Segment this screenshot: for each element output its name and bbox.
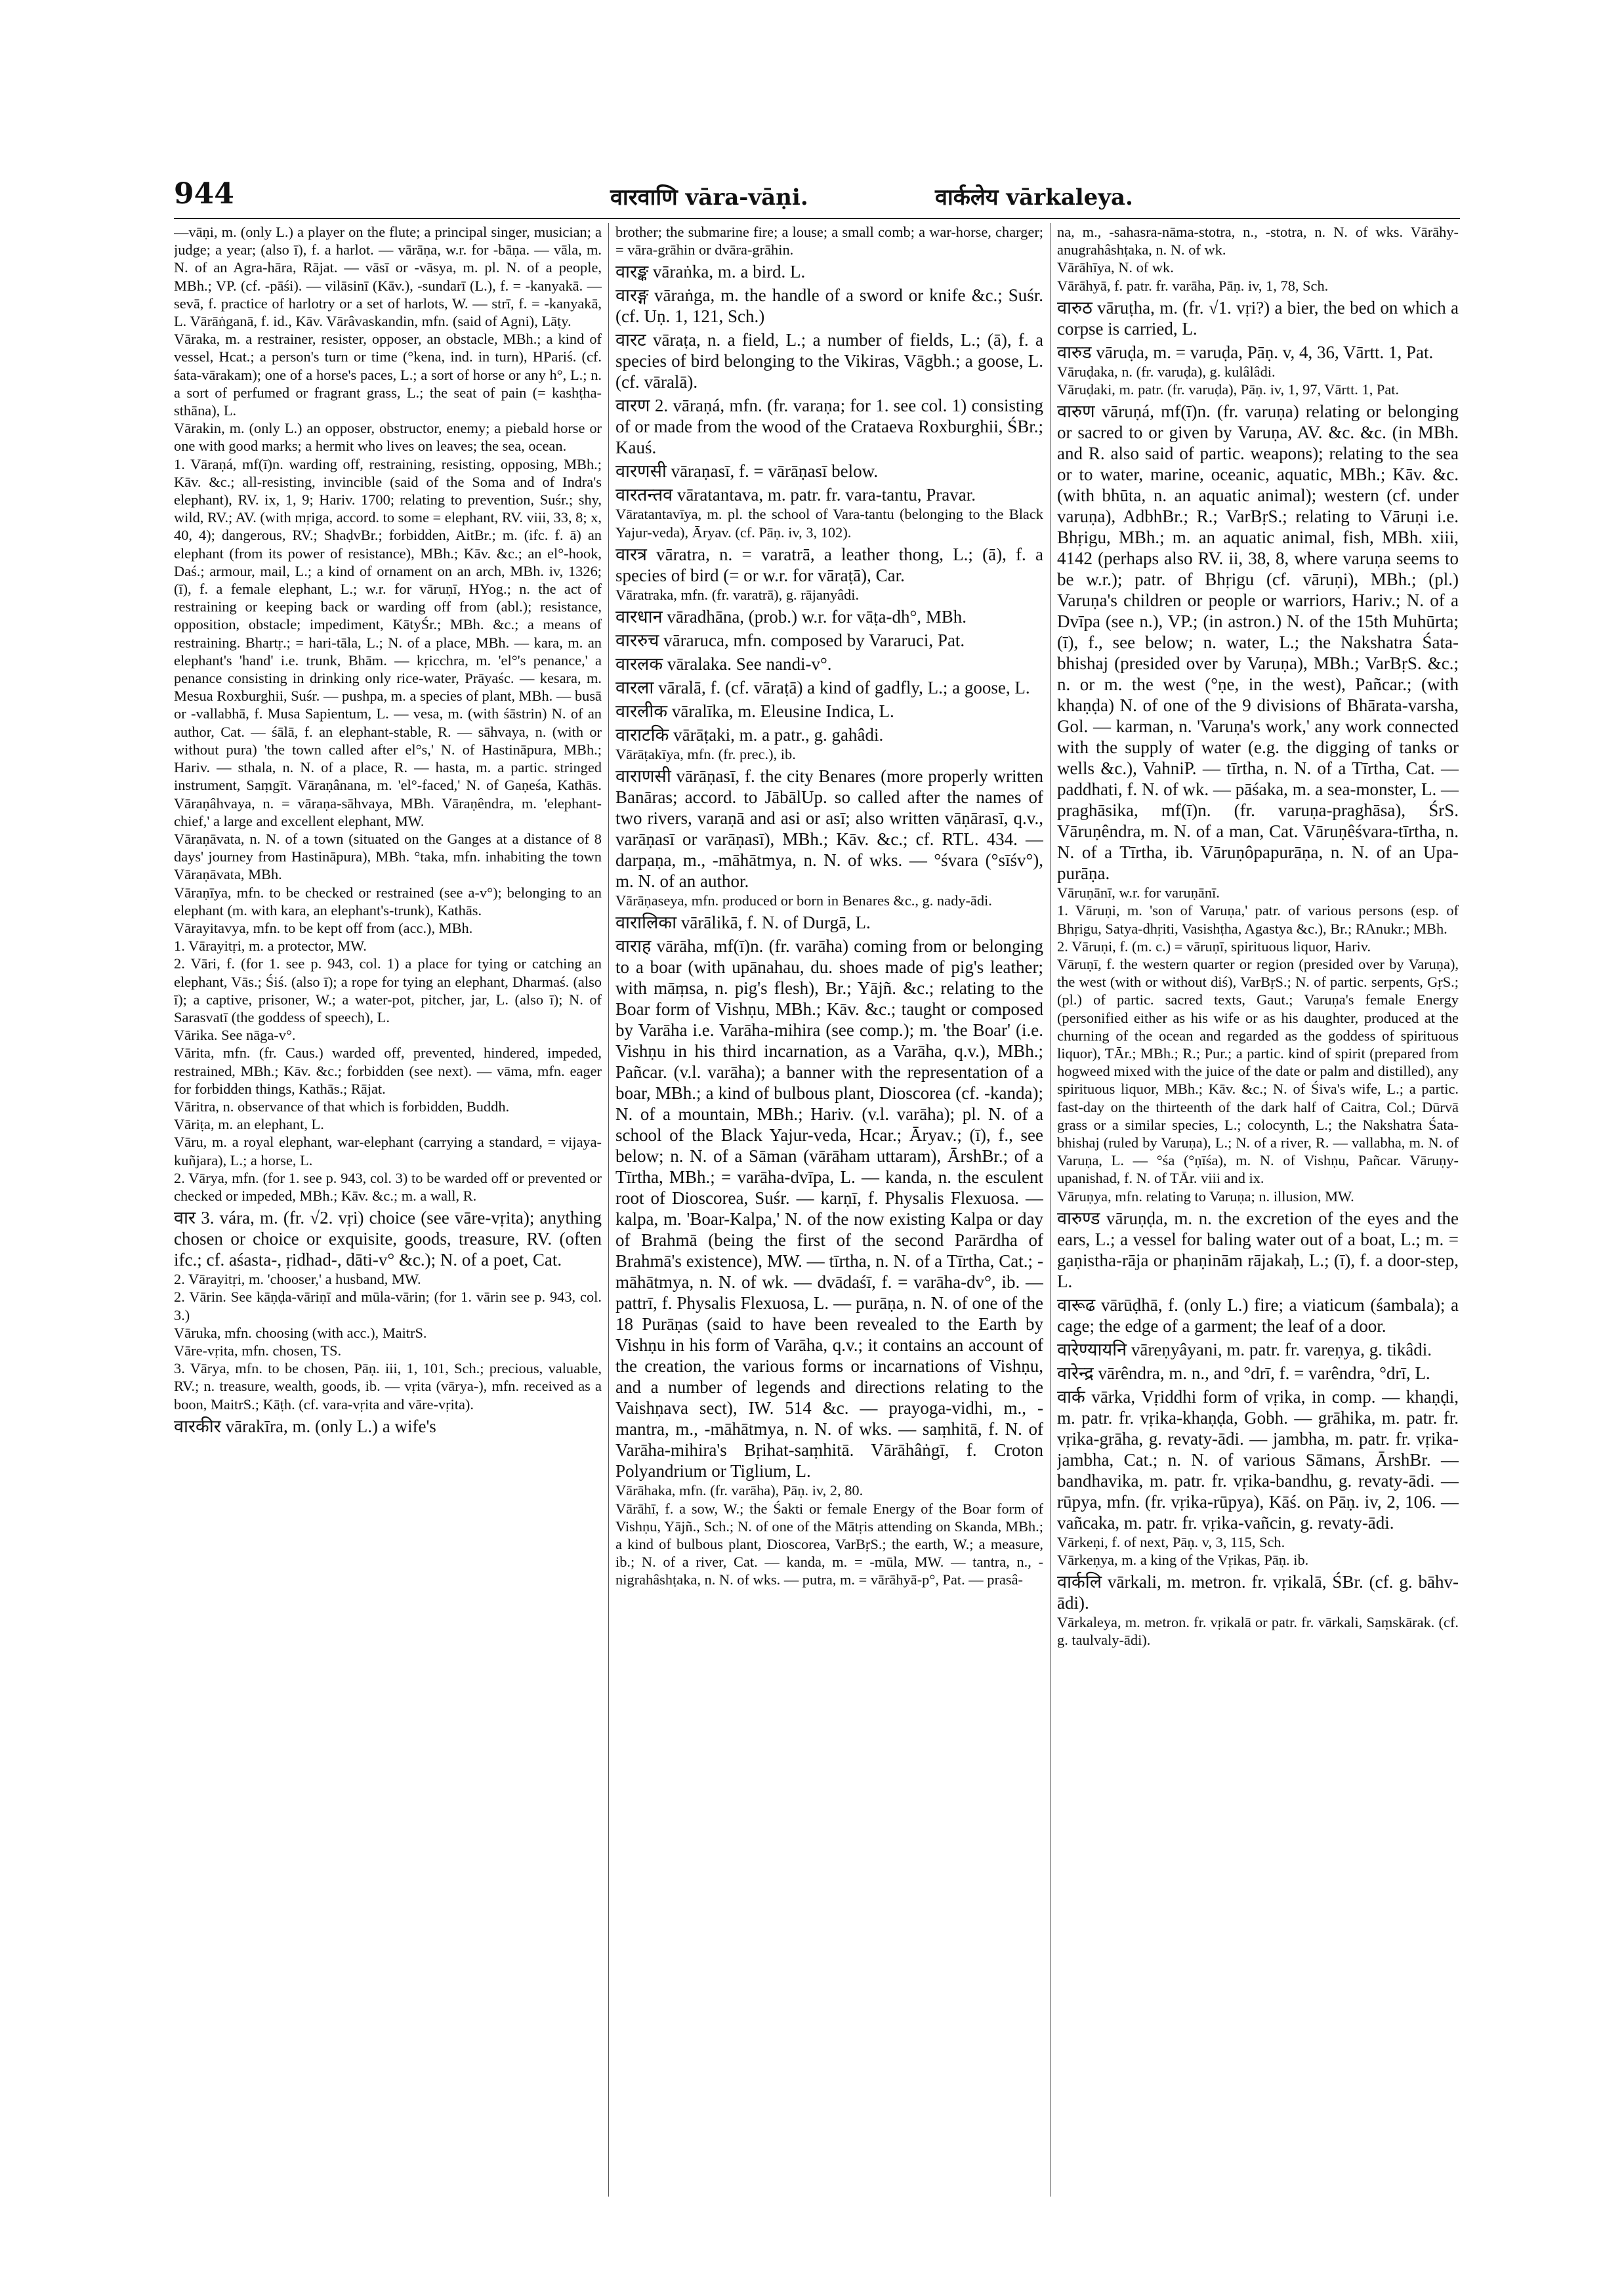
page-header [174,177,1460,223]
dictionary-entry: brother; the submarine fire; a louse; a small comb; a war-horse, charger; = vāra-grāhin or dvāra-grāhin. [615,224,1043,258]
dictionary-entry: Vārāṇaseya, mfn. produced or born in Benares &c., g. nady-ādi. [615,892,992,909]
dictionary-entry: वारुड vāruḍa, m. = varuḍa, Pāṇ. v, 4, 36, Vārtt. 1, Pat. [1057,342,1434,362]
dictionary-entry: 1. Vārayitṛi, m. a protector, MW. [174,938,367,955]
dictionary-entry: 1. Vāraṇá, mf(ī)n. warding off, restraining, resisting, opposing, MBh.; Kāv. &c.; all-resisting, invincible (said of the Soma and of Indra's elephant), RV. ix, 1, 9; Hariv. 1700; relating to prevention, Suśr.; shy, wild, RV.; AV. (with mṛiga, accord. to some = elephant, RV. viii, 33, 8; x, 40, 4); dangerous, RV.; ShaḍvBr.; forbidden, AitBr.; m. (ifc. f. ā) an elephant (from its power of resistance), MBh.; Kāv. &c.; an el°-hook, Daś.; armour, mail, L.; a kind of ornament on an arch, MBh. iv, 1326; (ī), f. a female elephant, L.; w.r. for vāruṇī, HYog.; n. the act of restraining or keeping back or warding off from (abl.); resistance, opposition, obstacle; impediment, KātyŚr.; MBh. &c.; a means of restraining. Bhartṛ.; = hari-tāla, L.; N. of a place, MBh. — kara, m. an elephant's 'hand' i.e. trunk, Bhām. — kṛicchra, m. 'el°'s penance,' a penance consisting in drinking only rice-water, Prāyaśc. — kesara, m. Mesua Roxburghii, Suśr. — pushpa, m. a species of plant, MBh. — busā or -vallabhā, f. Musa Sapientum, L. — vesa, m. (with śāstrin) N. of an author, Cat. — śālā, f. an elephant-stable, R. — sāhvaya, n. (with or without pura) 'the town called after el°s,' N. of Hastināpura, MBh.; Hariv. — sthala, n. N. of a place, R. — hasta, m. a partic. stringed instrument, Saṃgīt. Vāraṇânana, m. 'el°-faced,' N. of Gaṇeśa, Kathās. Vāraṇâhvaya, n. = vāraṇa-sāhvaya, MBh. Vāraṇêndra, m. 'elephant-chief,' a large and excellent elephant, MW. [174,455,602,829]
dictionary-entry: Vārita, mfn. (fr. Caus.) warded off, prevented, hindered, impeded, restrained, MBh.; Kāv. &c.; forbidden (see next). — vāma, mfn. eager for forbidden things, Kathās.; Rājat. [174,1044,602,1097]
dictionary-entry: Vāruṇānī, w.r. for varuṇānī. [1057,884,1220,901]
dictionary-entry: वार 3. vára, m. (fr. √2. vṛi) choice (see vāre-vṛita); anything chosen or choice or exquisite, goods, treasure, RV. (often ifc.; cf. aśasta-, ṛidhad-, dāti-v° &c.); N. of a poet, Cat. [174,1208,602,1270]
dictionary-entry: वारणसी vāraṇasī, f. = vārāṇasī below. [615,461,879,482]
dictionary-entry: वारङ्क vāraṅka, m. a bird. L. [615,262,806,282]
dictionary-entry: वाररुच vāraruca, mfn. composed by Vararuci, Pat. [615,631,965,651]
dictionary-entry: Vāritra, n. observance of that which is forbidden, Buddh. [174,1098,510,1115]
column-divider [608,223,609,2197]
dictionary-entry: Vāruka, mfn. choosing (with acc.), MaitrS. [174,1324,427,1341]
dictionary-entry: वारधान vāradhāna, (prob.) w.r. for vāṭa-dh°, MBh. [615,607,967,627]
dictionary-entry: Vāre-vṛita, mfn. chosen, TS. [174,1342,342,1359]
dictionary-entry: 3. Vārya, mfn. to be chosen, Pāṇ. iii, 1, 101, Sch.; precious, valuable, RV.; n. treasure, wealth, goods, ib. — vṛita (vārya-), mfn. received as a boon, MaitrS.; Kāṭh. (cf. vara-vṛita and vāre-vṛita). [174,1360,602,1413]
dictionary-entry: वारण 2. vāraṇá, mfn. (fr. varaṇa; for 1. see col. 1) consisting of or made from the wood of the Crataeva Roxburghii, ŚBr.; Kauś. [615,396,1043,458]
dictionary-entry: Vāraṇāvata, n. N. of a town (situated on the Ganges at a distance of 8 days' journey from Hastināpura), MBh. °taka, mfn. inhabiting the town Vāraṇāvata, MBh. [174,830,602,883]
text-column-1 [174,223,602,2197]
dictionary-entry: Vāruṇī, f. the western quarter or region (presided over by Varuṇa), the west (with or without diś), VarBṛS.; N. of partic. serpents, GṛS.; (pl.) of partic. sacred texts, Gaut.; Varuṇa's female Energy (personified either as his wife or as his daughter, produced at the churning of the ocean and regarded as the goddess of spirituous liquor), TĀr.; MBh.; R.; Pur.; a partic. kind of spirit (prepared from hogweed mixed with the juice of the date or palm and distilled), any spirituous liquor, MBh.; Kāv. &c.; N. of Śiva's wife, L.; a partic. fast-day on the thirteenth of the dark half of Caitra, Col.; Dūrvā grass or a similar species, L.; colocynth, L.; the Nakshatra Śata-bhishaj (ruled by Varuṇa), L.; N. of a river, R. — vallabha, m. N. of Varuṇa, L. — °śa (°ṇīśa), m. N. of Vishṇu, Pañcar. Vāruṇy-upanishad, f. N. of TĀr. viii and ix. [1057,956,1459,1187]
dictionary-entry: वारलीक vāralīka, m. Eleusine Indica, L. [615,701,894,722]
dictionary-entry: वारकीर vārakīra, m. (only L.) a wife's [174,1416,436,1436]
dictionary-entry: —vāṇi, m. (only L.) a player on the flute; a principal singer, musician; a judge; a year; (also ī), f. a harlot. — vārāṇa, w.r. for -bāṇa. — vāla, m. N. of an Agra-hāra, Rājat. — vāsī or -vāsya, m. pl. N. of a people, MBh.; VP. (cf. -pāśi). — vilāsinī (Kāv.), -sundarī (L.), f. = -kanyakā. — sevā, f. practice of harlotry or a set of harlots, W. — strī, f. = -kanyakā, L. Vārāṅganā, f. id., Kāv. Vārâvaskandin, mfn. (said of Agni), Lāṭy. [174,224,602,330]
text-column-2 [615,223,1043,2197]
dictionary-entry: वारङ्ग vāraṅga, m. the handle of a sword or knife &c.; Suśr. (cf. Uṇ. 1, 121, Sch.) [615,285,1043,327]
dictionary-entry: Vārakin, m. (only L.) an opposer, obstructor, enemy; a piebald horse or one with good marks; a hermit who lives on leaves; the sea, ocean. [174,420,602,455]
dictionary-entry: Vāruḍaki, m. patr. (fr. varuḍa), Pāṇ. iv, 1, 97, Vārtt. 1, Pat. [1057,381,1400,398]
dictionary-entry: 2. Vārin. See kāṇḍa-vāriṇī and mūla-vārin; (for 1. vārin see p. 943, col. 3.) [174,1289,602,1323]
dictionary-entry: 1. Vāruṇi, m. 'son of Varuṇa,' patr. of various persons (esp. of Bhṛigu, Satya-dhṛiti, Vasishṭha, Agastya &c.), Br.; RAnukr.; MBh. [1057,902,1459,937]
dictionary-entry: Vārayitavya, mfn. to be kept off from (acc.), MBh. [174,919,473,936]
dictionary-entry: Vāratraka, mfn. (fr. varatrā), g. rājanyâdi. [615,586,860,603]
dictionary-entry: Vārāhyā, f. patr. fr. varāha, Pāṇ. iv, 1, 78, Sch. [1057,277,1329,294]
dictionary-entry: Vāraka, m. a restrainer, resister, opposer, an obstacle, MBh.; a kind of vessel, Hcat.; a person's turn or time (°kena, ind. in turn), HPariś. (cf. śata-vārakam); one of a horse's paces, L.; a sort of horse or any h°, L.; n. a sort of perfumed or fragrant grass, L.; the seat of pain (= kashṭha-sthāna), L. [174,331,602,419]
dictionary-entry: वारुठ vāruṭha, m. (fr. √1. vṛi?) a bier, the bed on which a corpse is carried, L. [1057,297,1459,339]
dictionary-entry: वारूढ vārūḍhā, f. (only L.) fire; a viaticum (śambala); a cage; the edge of a garment; the leaf of a door. [1057,1294,1459,1336]
page-number: 944 [174,177,234,211]
dictionary-entry: 2. Vāri, f. (for 1. see p. 943, col. 1) a place for tying or catching an elephant, Vās.; Śiś. (also ī); a rope for tying an elephant, Dharmaś. (also ī); a captive, prisoner, W.; a water-pot, pitcher, jar, L. (also ī); N. of Sarasvatī (the goddess of speech), L. [174,955,602,1025]
dictionary-entry: वारतन्तव vāratantava, m. patr. fr. vara-tantu, Pravar. [615,485,976,505]
header-rule [174,218,1460,219]
dictionary-entry: वार्क vārka, Vṛiddhi form of vṛika, in comp. — khaṇḍi, m. patr. fr. vṛika-khaṇḍa, Gobh. — grāhika, m. patr. fr. vṛika-grāha, g. revaty-ādi. — jambha, m. patr. fr. vṛika-jambha, Cat.; n. N. of various Sāmans, ĀrshBr. — bandhavika, m. patr. fr. vṛika-bandhu, g. revaty-ādi. — rūpya, mfn. (fr. vṛika-rūpya), Kāś. on Pāṇ. iv, 2, 106. — vañcaka, m. patr. fr. vṛika-vañcin, g. revaty-ādi. [1057,1386,1459,1533]
dictionary-entry: 2. Vāruṇi, f. (m. c.) = vāruṇī, spirituous liquor, Hariv. [1057,938,1371,955]
dictionary-entry: वार्कलि vārkali, m. metron. fr. vṛikalā, ŚBr. (cf. g. bāhv-ādi). [1057,1572,1459,1613]
dictionary-entry: na, m., -sahasra-nāma-stotra, n., -stotra, n. N. of wks. Vārāhy-anugrahâshṭaka, n. N. of wk. [1057,224,1459,258]
dictionary-entry: वाराणसी vārāṇasī, f. the city Benares (more properly written Banāras; accord. to JābālUp. so called after the names of two rivers, varaṇā and asi or asī; also written vāṇārasī, q.v., varāṇasī or varāṇasī), MBh.; Kāv. &c.; cf. RTL. 434. — darpaṇa, m., -māhātmya, n. N. of wks. — °śvara (°sīśv°), m. N. of an author. [615,766,1043,892]
right-headword: वार्कलेय vārkaleya. [935,184,1133,211]
dictionary-entry: Vārāhī, f. a sow, W.; the Śakti or female Energy of the Boar form of Vishṇu, Yājñ., Sch.; N. of one of the Mātṛis attending on Skanda, MBh.; a kind of bulbous plant, Dioscorea, VarBṛS.; the earth, W.; a measure, ib.; N. of a river, Cat. — kanda, m. = -mūla, MW. — tantra, n., -nigrahâshṭaka, n. N. of wks. — putra, m. = vārāhyā-p°, Pat. — prasâ- [615,1500,1043,1588]
dictionary-entry: Vārāhīya, N. of wk. [1057,259,1174,276]
dictionary-entry: वारलक vāralaka. See nandi-v°. [615,654,832,674]
dictionary-entry: 2. Vārayitṛi, m. 'chooser,' a husband, MW. [174,1271,421,1288]
dictionary-entry: Vāruṇya, mfn. relating to Varuṇa; n. illusion, MW. [1057,1188,1354,1205]
left-headword: वारवाणि vāra-vāṇi. [610,184,808,211]
dictionary-entry: वारला vāralā, f. (cf. vāraṭā) a kind of gadfly, L.; a goose, L. [615,678,1030,698]
dictionary-entry: 2. Vārya, mfn. (for 1. see p. 943, col. 3) to be warded off or prevented or checked or impeded, MBh.; Kāv. &c.; m. a wall, R. [174,1169,602,1204]
dictionary-entry: वारुण्ड vāruṇḍa, m. n. the excretion of the eyes and the ears, L.; a vessel for baling water out of a boat, L.; m. = gaṇistha-rāja or phaṇinām rājakaḥ, L.; (ī), f. a door-step, L. [1057,1208,1459,1291]
dictionary-entry: वाराह vārāha, mf(ī)n. (fr. varāha) coming from or belonging to a boar (with upānahau, du. shoes made of pig's leather; with māṃsa, n. pig's flesh), Br.; Yājñ. &c.; relating to the Boar form of Vishṇu, MBh.; Kāv. &c.; taught or composed by Varāha i.e. Varāha-mihira (see comp.); m. 'the Boar' (i.e. Vishṇu in his third incarnation, as a Varāha, q.v.), MBh.; Pañcar. (v.l. varāha); a banner with the representation of a boar, MBh.; a kind of bulbous plant, Dioscorea (cf. -kanda); N. of a mountain, MBh.; Hariv. (v.l. varāha); pl. N. of a school of the Black Yajur-veda, Hcar.; Āryav.; (ī), f., see below; n. N. of a Sāman (vārāham uttaram), ĀrshBr.; of a Tīrtha, MBh.; = varāha-dvīpa, L. — kanda, n. the esculent root of Dioscorea, Suśr. — karṇī, f. Physalis Flexuosa. — kalpa, m. 'Boar-Kalpa,' N. of the now existing Kalpa or day of Brahmā (being the first of the second Parārdha of Brahmā's existence), MW. — tīrtha, n. N. of a Tīrtha, Cat.; -māhātmya, n. N. of wk. — dvādaśī, f. = varāha-dv°, ib. — pattrī, f. Physalis Flexuosa, L. — purāṇa, n. N. of one of the 18 Purāṇas (said to have been revealed to the Earth by Vishṇu in his form of Varāha, q.v.; it contains an account of the creation, the various forms or incarnations of Vishṇu, and a number of legends and directions relating to the Vaishṇava sect), IW. 514 &c. — prayoga-vidhi, m., -mantra, m., -māhātmya, n. N. of wks. — saṃhitā, f. N. of Varāha-mihira's Bṛihat-saṃhitā. Vārāhâṅgī, f. Croton Polyandrium or Tiglium, L. [615,936,1043,1481]
dictionary-entry: वारुण vāruṇá, mf(ī)n. (fr. varuṇa) relating or belonging or sacred to or given by Varuṇa, AV. &c. &c. (in MBh. and R. also said of partic. weapons); relating to the sea or to water, marine, oceanic, aquatic, MBh.; Kāv. &c. (with bhūta, n. an aquatic animal); western (cf. under varuṇa), AdbhBr.; R.; VarBṛS.; relating to Vāruṇi i.e. Bhṛigu, MBh.; m. an aquatic animal, fish, MBh. xiii, 4142 (perhaps also RV. ii, 38, 8, where varuṇa seems to be w.r.); patr. of Bhṛigu (cf. vāruṇi), MBh.; (pl.) Varuṇa's children or people or warriors, Hariv.; N. of a Dvīpa (see n.), VP.; (in astron.) N. of the 15th Muhūrta; (ī), f., see below; n. water, L.; the Nakshatra Śata-bhishaj (presided over by Varuṇa), MBh.; VarBṛS. &c.; n. or m. the west (°ṇe, in the west), Pañcar.; (with khaṇḍa) N. of one of the 9 divisions of Bhārata-varsha, Gol. — karman, n. 'Varuṇa's work,' any work connected with the supply of water (e.g. the digging of tanks or wells &c.), VahniP. — tīrtha, n. N. of a Tīrtha, Cat. — paddhati, f. N. of wk. — pāśaka, m. a sea-monster, L. — praghāsika, mf(ī)n. (fr. varuṇa-praghāsa), ŚrS. Vāruṇêndra, m. N. of a man, Cat. Vāruṇêśvara-tīrtha, n. N. of a Tīrtha, ib. Vāruṇôpapurāṇa, n. N. of an Upa-purāṇa. [1057,402,1459,884]
dictionary-entry: Vārāṭakīya, mfn. (fr. prec.), ib. [615,746,796,763]
dictionary-entry: Vāratantavīya, m. pl. the school of Vara-tantu (belonging to the Black Yajur-veda), Āryav. (cf. Pāṇ. iv, 3, 102). [615,506,1043,541]
dictionary-entry: Vārkaleya, m. metron. fr. vṛikalā or patr. fr. vārkali, Saṃskārak. (cf. g. taulvaly-ādi). [1057,1614,1459,1649]
text-column-3 [1057,223,1459,2197]
dictionary-entry: वारट vāraṭa, n. a field, L.; a number of fields, L.; (ā), f. a species of bird belonging to the Vikiras, Vāgbh.; a goose, L. (cf. vāralā). [615,330,1043,392]
dictionary-entry: Vāriṭa, m. an elephant, L. [174,1116,324,1133]
dictionary-entry: Vāraṇīya, mfn. to be checked or restrained (see a-v°); belonging to an elephant (m. with kara, an elephant's-trunk), Kathās. [174,884,602,919]
dictionary-entry: वारालिका vārālikā, f. N. of Durgā, L. [615,913,871,933]
dictionary-entry: Vāruḍaka, n. (fr. varuḍa), g. kulâlâdi. [1057,363,1276,380]
dictionary-entry: वाराटकि vārāṭaki, m. a patr., g. gahâdi. [615,725,884,745]
dictionary-entry: Vārika. See nāga-v°. [174,1027,296,1044]
dictionary-entry: Vārkeṇi, f. of next, Pāṇ. v, 3, 115, Sch. [1057,1533,1285,1550]
dictionary-entry: Vāru, m. a royal elephant, war-elephant (carrying a standard, = vijaya-kuñjara), L.; a horse, L. [174,1134,602,1168]
dictionary-entry: Vārkeṇya, m. a king of the Vṛikas, Pāṇ. ib. [1057,1552,1309,1569]
dictionary-entry: Vārāhaka, mfn. (fr. varāha), Pāṇ. iv, 2, 80. [615,1482,864,1499]
dictionary-entry: वारत्र vāratra, n. = varatrā, a leather thong, L.; (ā), f. a species of bird (= or w.r. for vāraṭā), Car. [615,544,1043,585]
dictionary-entry: वारेन्द्र vārêndra, m. n., and °drī, f. = varêndra, °drī, L. [1057,1363,1430,1383]
dictionary-entry: वारेण्यायनि vāreṇyâyani, m. patr. fr. vareṇya, g. tikâdi. [1057,1339,1432,1359]
column-divider [1050,223,1051,2197]
